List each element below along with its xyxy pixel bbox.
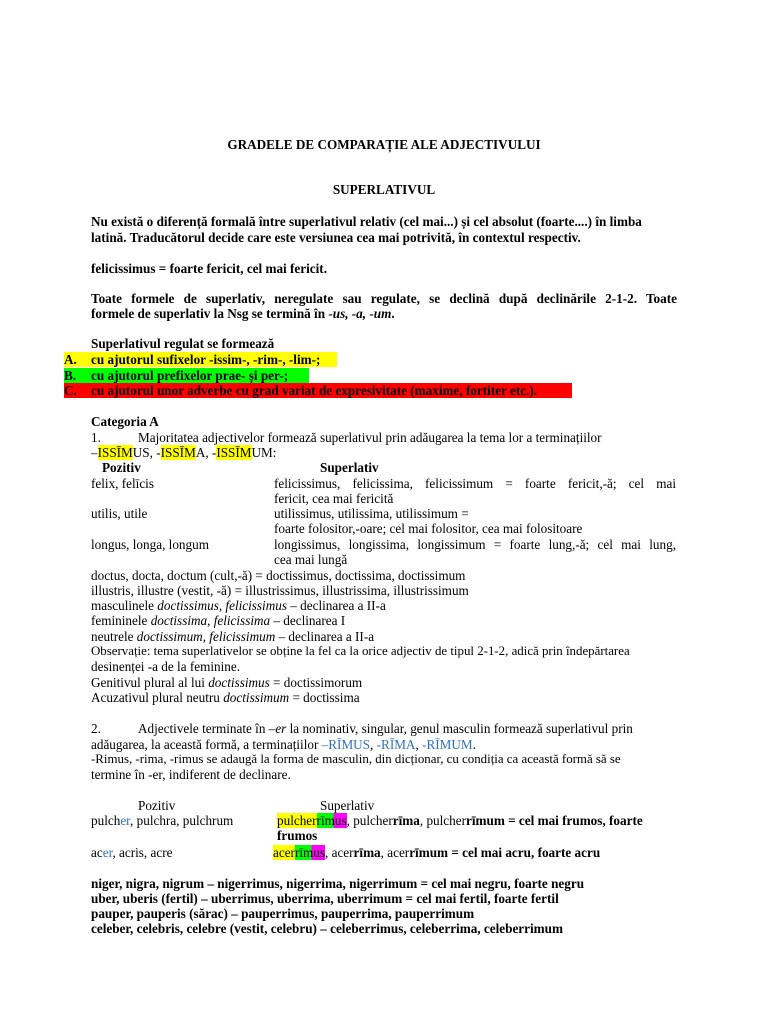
regular-item-a [64,352,337,367]
line-feminine: femininele doctissima, felicissima – declinarea I [91,613,346,628]
section-title: SUPERLATIVUL [332,182,436,197]
intro-line-1: Nu există o diferență formală între superlativul relativ (cel mai...) și cel absolut (foarte....) în limba [91,214,642,229]
line-illustris: illustris, illustre (vestit, -ă) = illustrissimus, illustrissima, illustrissimum [91,583,469,598]
item-letter: A. [64,352,77,367]
item-letter: C. [64,383,77,398]
cat-a-p1-line2: –ISSĪMUS, -ISSĪMA, -ISSĪMUM: [91,445,277,460]
row-longus-pozitiv: longus, longa, longum [91,537,209,552]
observation-line-2: desinenței -a de la feminine. [91,659,241,674]
row-utilis-superlativ-2: foarte folositor,-oare; cel mai folositor, cea mai folositoare [274,521,583,536]
regular-item-b [64,368,309,383]
line-uber: uber, uberis (fertil) – uberrimus, uberrima, uberrimum = cel mai fertil, foarte fertil [91,891,559,906]
declension-line-2: formele de superlativ la Nsg se termină în -us, -a, -um. [91,306,395,321]
intro-line-2: latină. Traducătorul decide care este versiunea cea mai potrivită, în contextul respectiv. [91,230,581,245]
regular-heading: Superlativul regulat se formează [91,336,275,351]
line-masculine: masculinele doctissimus, felicissimus – declinarea a II-a [91,598,386,613]
row-felix-pozitiv: felix, felīcis [91,476,154,491]
line-genitive: Genitivul plural al lui doctissimus = doctissimorum [91,675,363,690]
row-utilis-superlativ-1: utilissimus, utilissima, utilissimum = [274,506,469,521]
row-pulcher-superlativ-2: frumos [277,828,318,843]
category-a-heading: Categoria A [91,414,159,429]
example-line: felicissimus = foarte fericit, cel mai fericit. [91,261,327,276]
regular-item-c [64,383,572,398]
line-celeber: celeber, celebris, celebre (vestit, celebru) – celeberrimus, celeberrima, celeberrimum [91,921,563,936]
page-title: GRADELE DE COMPARAȚIE ALE ADJECTIVULUI [227,137,541,152]
item-letter: B. [64,368,77,383]
cat-a2-line1: Adjectivele terminate în –er la nominativ, singular, genul masculin formează superlativul prin [138,721,633,736]
item-text: cu ajutorul prefixelor prae- și per-; [91,368,289,383]
line-doctus: doctus, docta, doctum (cult,-ă) = doctissimus, doctissima, doctissimum [91,568,466,583]
line-neuter: neutrele doctissimum, felicissimum – declinarea a II-a [91,629,375,644]
declension-line-1: Toate formele de superlativ, neregulate sau regulate, se declină după declinările 2-1-2. Toate [91,291,677,306]
line-accusative: Acuzativul plural neutru doctissimum = doctissima [91,690,360,705]
observation-line-1: Observație: tema superlativelor se obține la fel ca la orice adjectiv de tipul 2-1-2, adică prin îndepărtarea [91,644,630,658]
row-longus-superlativ-1: longissimus, longissima, longissimum = foarte lung,-ă; cel mai lung, [274,537,676,552]
cat-a-item-number: 1. [91,430,101,445]
line-pauper: pauper, pauperis (sărac) – pauperrimus, pauperrima, pauperrimum [91,906,475,921]
cat-a2-number: 2. [91,721,101,736]
row-acer-superlativ: acerrīmus, acerrīma, acerrīmum = cel mai acru, foarte acru [273,845,601,860]
row-longus-superlativ-2: cea mai lungă [274,552,348,567]
item-text: cu ajutorul unor adverbe cu grad variat de expresivitate (maxime, fortiter etc.). [91,383,538,398]
col-superlativ-header-2: Superlativ [320,798,375,813]
row-felix-superlativ-1: felicissimus, felicissima, felicissimum = foarte fericit,-ă; cel mai [274,476,676,491]
row-felix-superlativ-2: fericit, cea mai fericită [274,491,394,506]
cat-a2-line3: -Rimus, -rima, -rimus se adaugă la forma de masculin, din dicționar, cu condiția ca această formă să se [91,752,621,766]
col-pozitiv-header: Pozitiv [102,460,141,475]
cat-a2-line2: adăugarea, la această formă, a terminațiilor –RĪMUS, -RĪMA, -RĪMUM. [91,737,476,752]
item-text: cu ajutorul sufixelor -issim-, -rim-, -lim-; [91,352,321,367]
cat-a-p1-line1: Majoritatea adjectivelor formează superlativul prin adăugarea la tema lor a terminațiilor [138,430,602,445]
row-acer-pozitiv: acer, acris, acre [91,845,173,860]
line-niger: niger, nigra, nigrum – nigerrimus, nigerrima, nigerrimum = cel mai negru, foarte negru [91,876,585,891]
col-superlativ-header: Superlativ [320,460,379,475]
cat-a2-line4: termine în -er, indiferent de declinare. [91,767,291,782]
col-pozitiv-header-2: Pozitiv [138,798,176,813]
row-pulcher-pozitiv: pulcher, pulchra, pulchrum [91,813,234,828]
row-pulcher-superlativ-1: pulcherrīmus, pulcherrīma, pulcherrīmum = cel mai frumos, foarte [277,813,643,828]
row-utilis-pozitiv: utilis, utile [91,506,148,521]
